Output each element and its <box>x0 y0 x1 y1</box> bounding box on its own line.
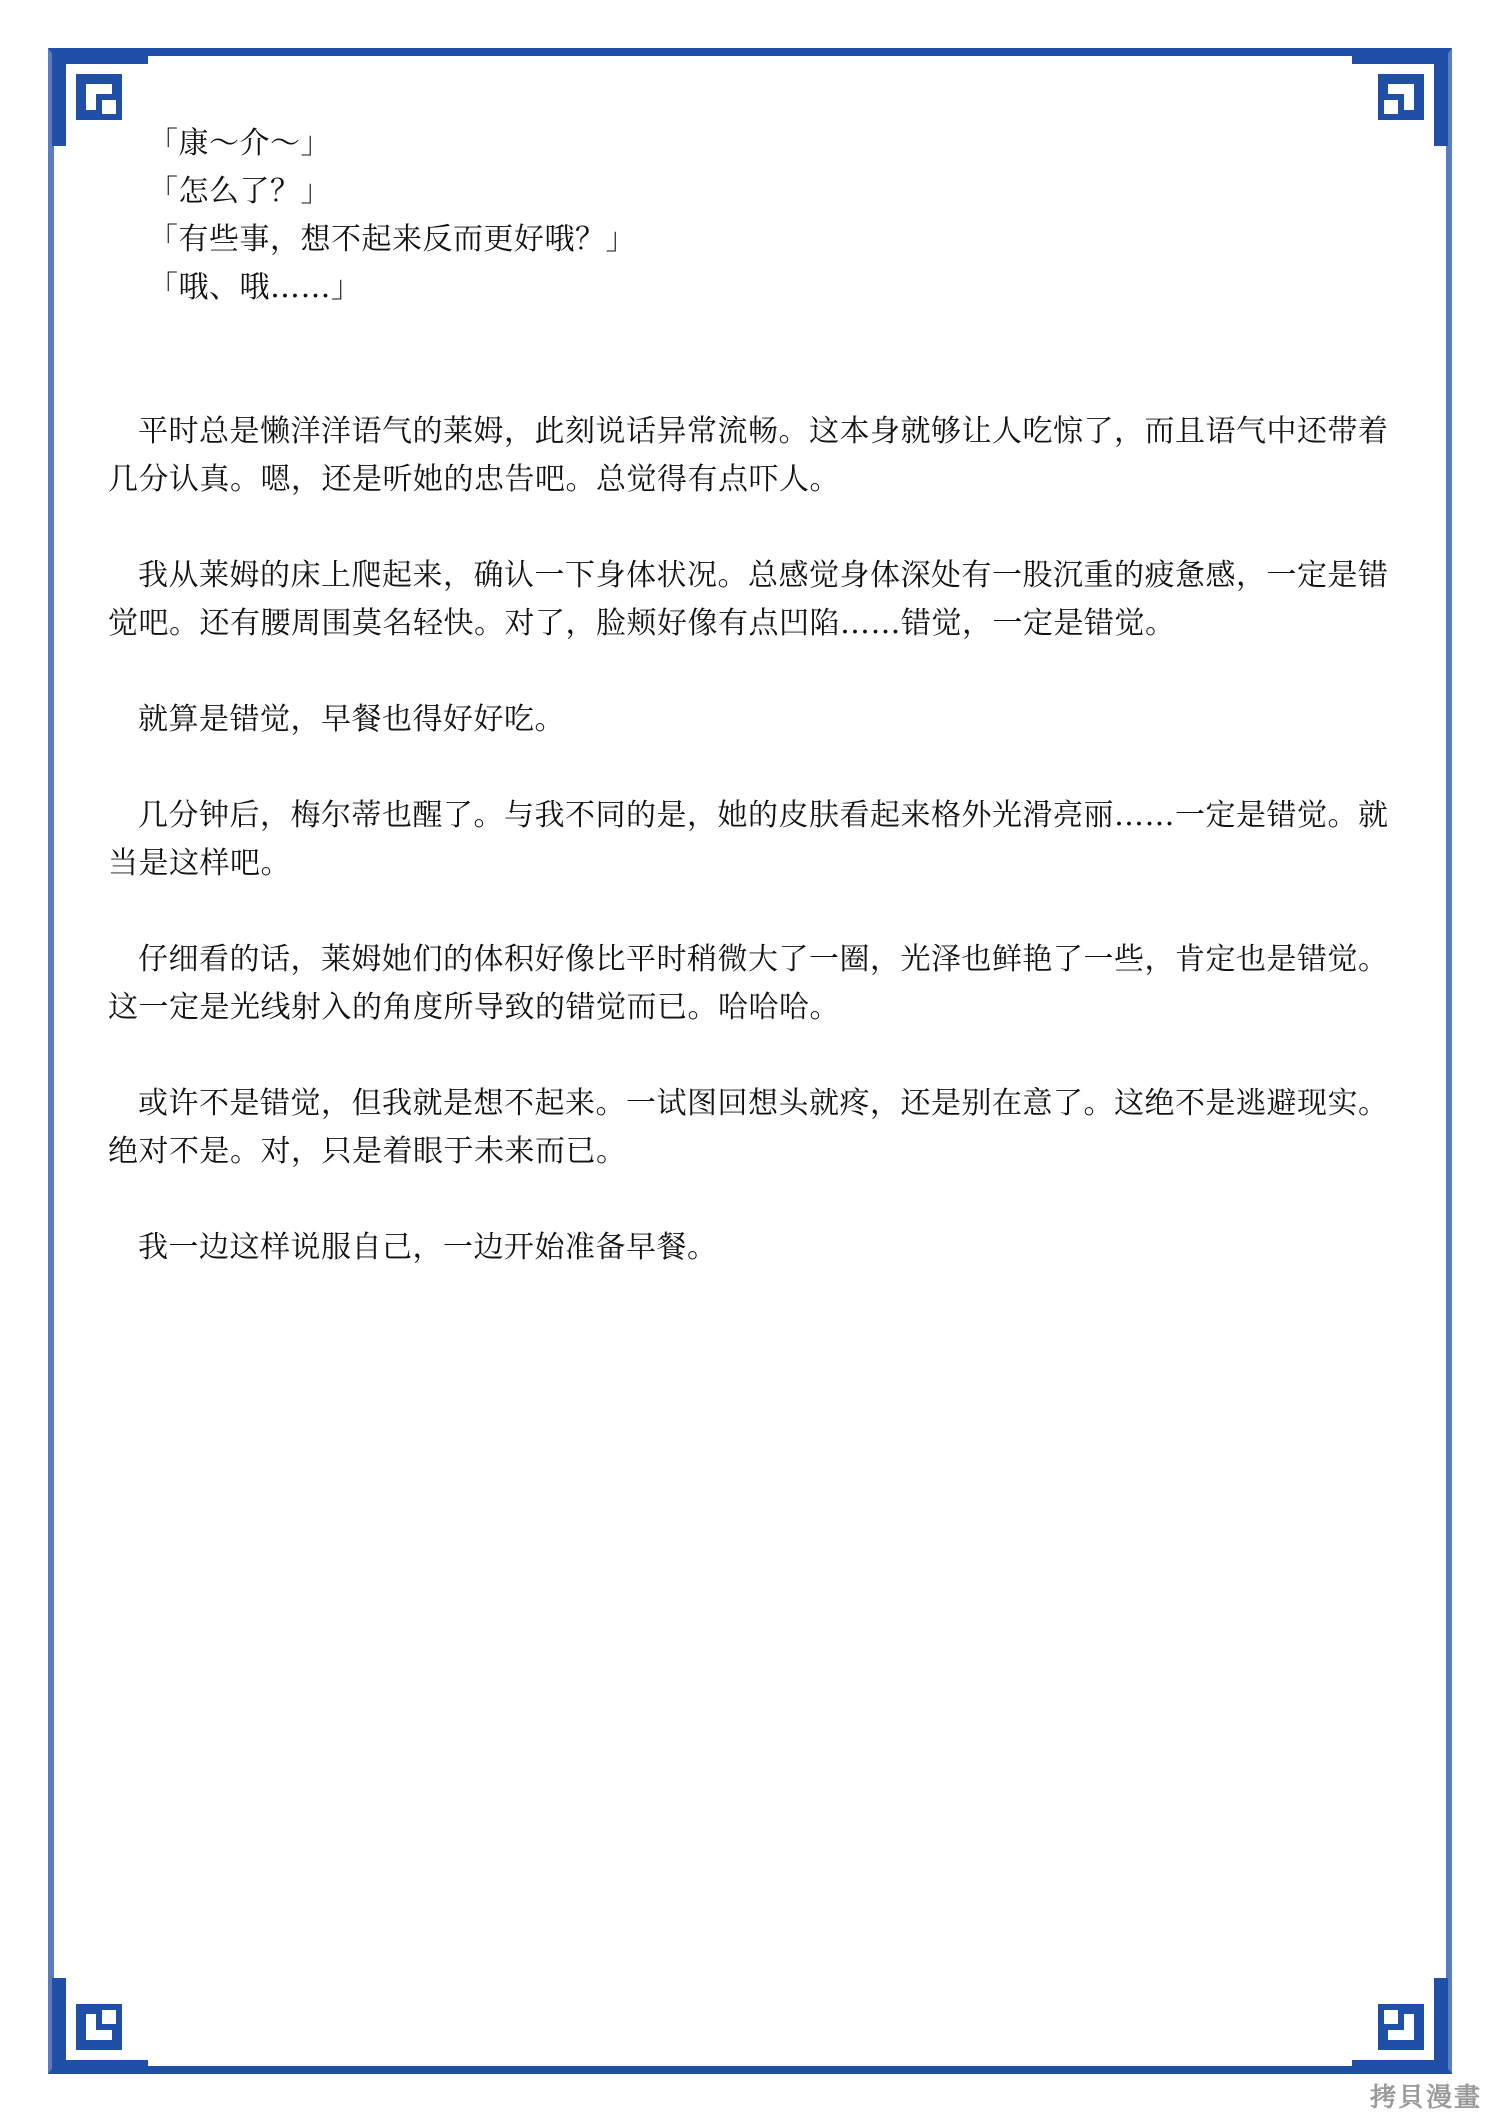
dialogue-line: 「有些事，想不起来反而更好哦？」 <box>148 222 636 257</box>
paragraph: 我从莱姆的床上爬起来，确认一下身体状况。总感觉身体深处有一股沉重的疲惫感，一定是错觉吧。还有腰周围莫名轻快。对了，脸颊好像有点凹陷……错觉，一定是错觉。 <box>108 558 1389 641</box>
watermark: 拷貝漫畫 <box>1369 2083 1482 2113</box>
paragraph: 就算是错觉，早餐也得好好吃。 <box>138 702 565 737</box>
paragraph: 平时总是懒洋洋语气的莱姆，此刻说话异常流畅。这本身就够让人吃惊了，而且语气中还带着几分认真。嗯，还是听她的忠告吧。总觉得有点吓人。 <box>108 414 1389 497</box>
paragraph: 仔细看的话，莱姆她们的体积好像比平时稍微大了一圈，光泽也鲜艳了一些，肯定也是错觉。这一定是光线射入的角度所导致的错觉而已。哈哈哈。 <box>108 942 1389 1025</box>
dialogue-line: 「哦、哦……」 <box>148 270 362 305</box>
corner-ornament-bottom-right <box>1352 1978 1448 2074</box>
paragraph: 几分钟后，梅尔蒂也醒了。与我不同的是，她的皮肤看起来格外光滑亮丽……一定是错觉。就当是这样吧。 <box>108 798 1389 881</box>
corner-ornament-bottom-left <box>52 1978 148 2074</box>
dialogue-block <box>148 120 1390 312</box>
paragraph: 或许不是错觉，但我就是想不起来。一试图回想头就疼，还是别在意了。这绝不是逃避现实。绝对不是。对，只是着眼于未来而已。 <box>108 1086 1389 1169</box>
page-text-body <box>108 120 1390 1272</box>
paragraph: 我一边这样说服自己，一边开始准备早餐。 <box>138 1230 718 1265</box>
dialogue-line: 「康～介～」 <box>148 126 331 161</box>
dialogue-line: 「怎么了？」 <box>148 174 331 209</box>
